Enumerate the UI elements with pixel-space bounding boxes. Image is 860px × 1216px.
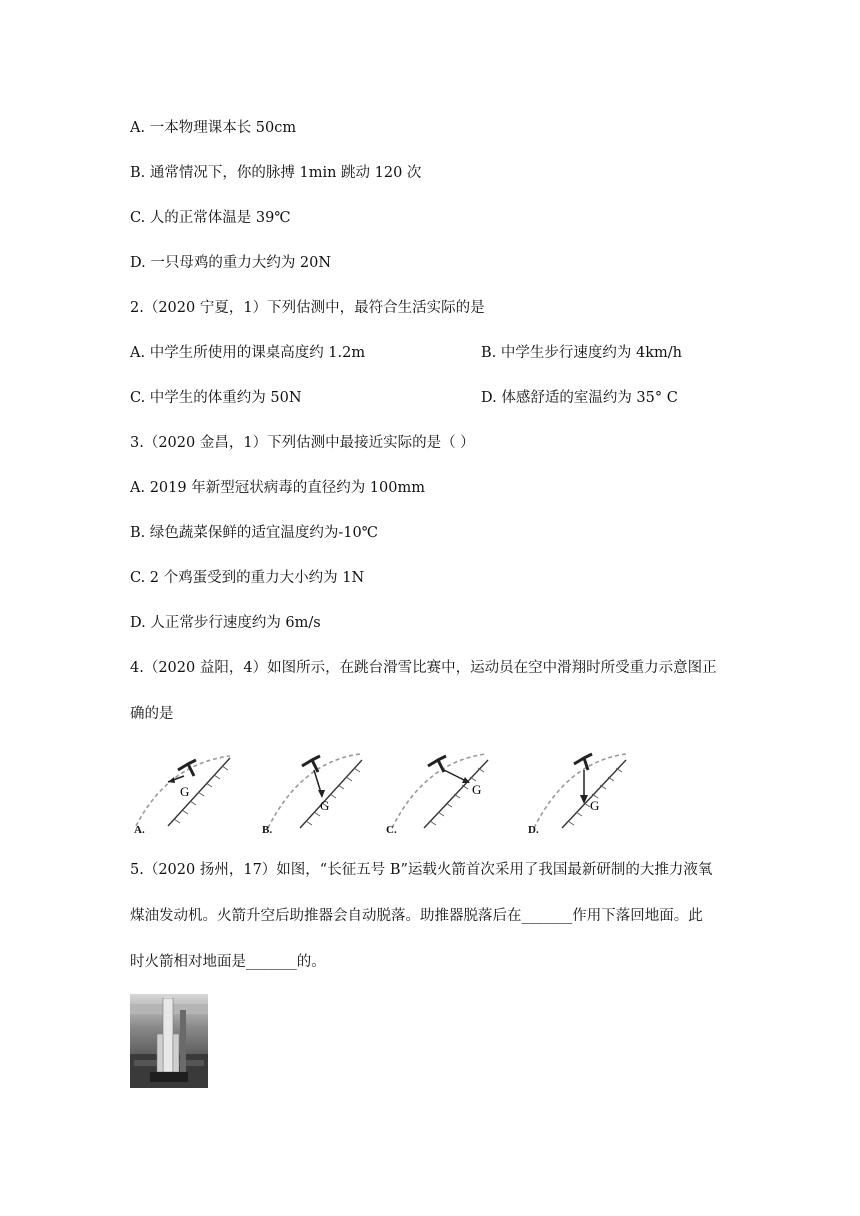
q2-option-a: A. 中学生所使用的课桌高度约 1.2m — [130, 345, 366, 361]
q5-line2: 煤油发动机。火箭升空后助推器会自动脱落。助推器脱落后在_______作用下落回地面。此 — [130, 908, 703, 924]
q3-option-c: C. 2 个鸡蛋受到的重力大小约为 1N — [130, 570, 365, 586]
figure-a-label: A. — [134, 824, 145, 836]
q1-option-a: A. 一本物理课本长 50cm — [130, 120, 297, 136]
figure-b-label: B. — [262, 824, 273, 836]
q5-line3: 时火箭相对地面是_______的。 — [130, 954, 326, 970]
rocket-launch-image — [130, 994, 208, 1088]
q5-line1: 5.（2020 扬州，17）如图，“长征五号 B”运载火箭首次采用了我国最新研制的大推力液氧 — [130, 862, 713, 878]
q2-option-c: C. 中学生的体重约为 50N — [130, 390, 302, 406]
rocket-photo — [130, 994, 208, 1088]
ski-jump-diagram-c — [380, 748, 500, 838]
q4-figures — [128, 748, 748, 840]
q1-option-b: B. 通常情况下，你的脉搏 1min 跳动 120 次 — [130, 165, 422, 181]
q2-stem: 2.（2020 宁夏，1）下列估测中，最符合生活实际的是 — [130, 300, 485, 316]
q4-stem-line1: 4.（2020 益阳，4）如图所示，在跳台滑雪比赛中，运动员在空中滑翔时所受重力示意图正 — [130, 660, 717, 676]
q3-option-a: A. 2019 年新型冠状病毒的直径约为 100mm — [130, 480, 425, 496]
q4-figure-c — [380, 748, 500, 838]
force-label-c: G — [472, 782, 482, 797]
q3-stem: 3.（2020 金昌，1）下列估测中最接近实际的是（ ） — [130, 435, 475, 451]
ski-jump-diagram-a — [128, 748, 248, 838]
q1-option-d: D. 一只母鸡的重力大约为 20N — [130, 255, 332, 271]
q2-option-d: D. 体感舒适的室温约为 35° C — [481, 390, 678, 406]
q1-option-c: C. 人的正常体温是 39℃ — [130, 210, 291, 226]
q3-option-d: D. 人正常步行速度约为 6m/s — [130, 615, 321, 631]
q4-stem-line2: 确的是 — [130, 706, 174, 722]
q2-option-b: B. 中学生步行速度约为 4km/h — [481, 345, 682, 361]
force-label-b: G — [320, 798, 330, 813]
q4-figure-d — [522, 748, 642, 838]
q4-figure-a — [128, 748, 248, 838]
figure-d-label: D. — [528, 824, 539, 836]
q4-figure-b — [256, 748, 376, 838]
figure-c-label: C. — [386, 824, 397, 836]
ski-jump-diagram-d — [522, 748, 642, 838]
ski-jump-diagram-b — [256, 748, 376, 838]
q3-option-b: B. 绿色蔬菜保鲜的适宜温度约为-10℃ — [130, 525, 378, 541]
force-label-a: G — [180, 784, 190, 799]
force-label-d: G — [590, 798, 600, 813]
